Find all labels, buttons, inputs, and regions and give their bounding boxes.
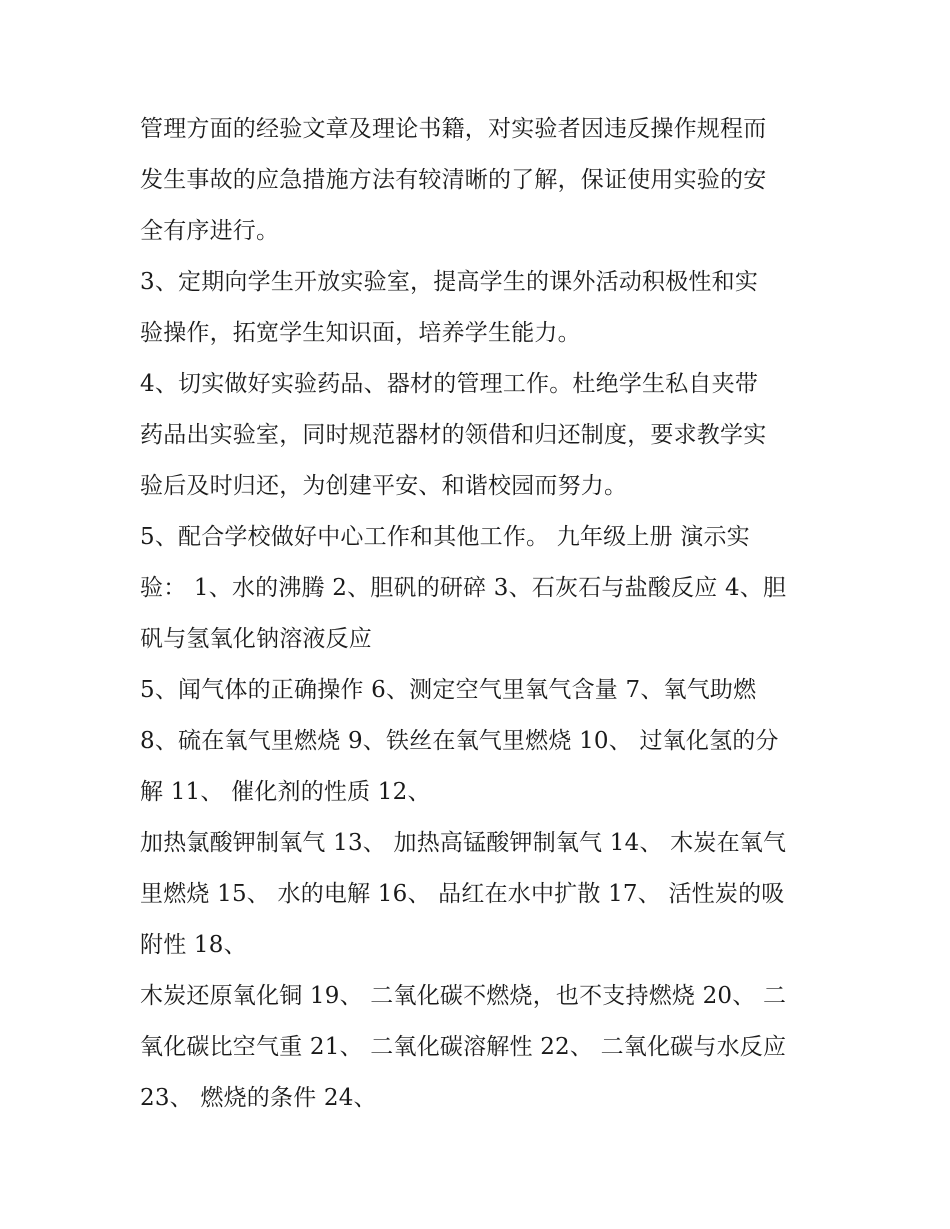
text-line: 药品出实验室，同时规范器材的领借和归还制度，要求教学实: [140, 422, 767, 448]
text-line: 木炭还原氧化铜 19、 二氧化碳不燃烧，也不支持燃烧 20、 二: [140, 983, 787, 1009]
text-line: 发生事故的应急措施方法有较清晰的了解，保证使用实验的安: [140, 167, 767, 193]
text-line: 附性 18、: [140, 932, 247, 958]
text-line: 氧化碳比空气重 21、 二氧化碳溶解性 22、 二氧化碳与水反应: [140, 1034, 787, 1060]
text-line: 解 11、 催化剂的性质 12、: [140, 779, 431, 805]
text-line: 加热氯酸钾制氧气 13、 加热高锰酸钾制氧气 14、 木炭在氧气: [140, 830, 787, 856]
document-body: [140, 104, 820, 1124]
text-line: 全有序进行。: [140, 218, 280, 244]
text-line: 5、配合学校做好中心工作和其他工作。 九年级上册 演示实: [140, 524, 750, 550]
text-line: 管理方面的经验文章及理论书籍，对实验者因违反操作规程而: [140, 116, 767, 142]
text-line: 验操作，拓宽学生知识面，培养学生能力。: [140, 320, 581, 346]
text-line: 3、定期向学生开放实验室，提高学生的课外活动积极性和实: [140, 269, 759, 295]
text-line: 矾与氢氧化钠溶液反应: [140, 626, 372, 652]
text-line: 里燃烧 15、 水的电解 16、 品红在水中扩散 17、 活性炭的吸: [140, 881, 785, 907]
text-line: 验后及时归还，为创建平安、和谐校园而努力。: [140, 473, 628, 499]
text-line: 验： 1、水的沸腾 2、胆矾的研碎 3、石灰石与盐酸反应 4、胆: [140, 575, 787, 601]
text-line: 8、硫在氧气里燃烧 9、铁丝在氧气里燃烧 10、 过氧化氢的分: [140, 728, 779, 754]
text-line: 5、闻气体的正确操作 6、测定空气里氧气含量 7、氧气助燃: [140, 677, 757, 703]
text-line: 23、 燃烧的条件 24、: [140, 1085, 377, 1111]
text-line: 4、切实做好实验药品、器材的管理工作。杜绝学生私自夹带: [140, 371, 759, 397]
